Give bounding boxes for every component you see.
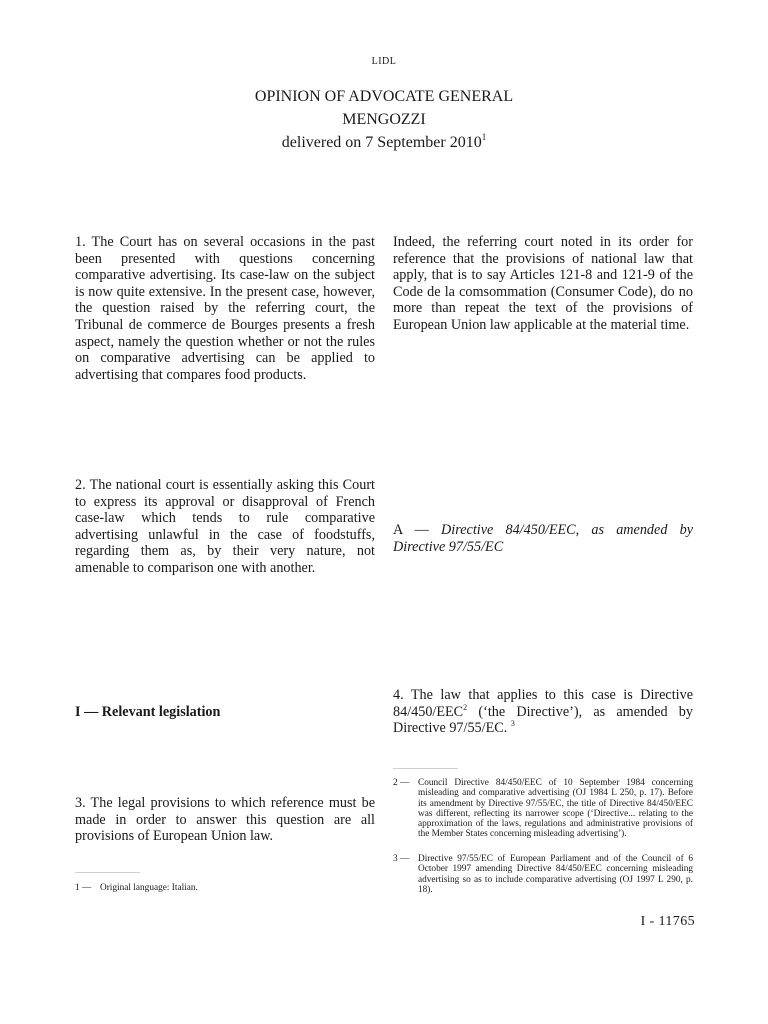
paragraph-4 <box>393 687 693 737</box>
paragraph-4-text-a: 4. The law that applies to this case is Directive 84/450/EEC <box>393 687 693 720</box>
paragraph-3: 3. The legal provisions to which reference must be made in order to answer this question are all provisions of European Union law. <box>75 795 375 845</box>
section-heading-relevant-legislation: I — Relevant legislation <box>75 704 221 720</box>
footnote-ref-1[interactable]: 1 <box>481 132 487 142</box>
subheading-directive <box>393 522 693 555</box>
footnote-divider-left <box>75 872 140 873</box>
footnote-1-number: 1 — <box>75 883 92 893</box>
footnote-1-text: Original language: Italian. <box>100 883 198 893</box>
paragraph-2: 2. The national court is essentially asking this Court to express its approval or disapproval of French case-law which tends to rule comparative advertising unlawful in the case of foodstuffs, regarding them as, by their very nature, not amenable to comparison one with another. <box>75 477 375 576</box>
running-head: LIDL <box>371 56 397 67</box>
footnote-ref-3[interactable]: 3 <box>510 719 515 729</box>
page-number: I - 11765 <box>640 914 695 929</box>
paragraph-4-block <box>393 687 693 737</box>
paragraph-1-block <box>75 234 375 383</box>
opinion-title <box>0 85 768 154</box>
paragraph-4-text-b: (‘the Directive’), as amended by Directive 97/55/EC. <box>393 703 693 737</box>
title-line-1: OPINION OF ADVOCATE GENERAL <box>254 88 514 105</box>
delivery-date: delivered on 7 September 2010 <box>281 134 482 151</box>
paragraph-2-block <box>75 477 375 577</box>
title-line-3 <box>0 131 768 154</box>
footnote-3-number: 3 — <box>393 854 410 864</box>
paragraph-1: 1. The Court has on several occasions in the past been presented with questions concerning comparative advertising. Its case-law on the subject is now quite extensive. In the present case, however, the question raised by the referring court, the Tribunal de commerce de Bourges presents a fresh aspect, namely the question whether or not the rules on comparative advertising can be applied to advertising that compares food products. <box>75 234 375 383</box>
footnote-2-number: 2 — <box>393 778 410 788</box>
subheading-prefix: A — <box>393 522 442 538</box>
footnote-3 <box>393 854 693 895</box>
paragraph-3-block <box>75 795 375 845</box>
paragraph-2-continued-block <box>393 234 693 334</box>
footnote-2-text: Council Directive 84/450/EEC of 10 September 1984 concerning misleading and comparative advertising (OJ 1984 L 250, p. 17). Before its amendment by Directive 97/55/EC, the title of Directive 84/450/EEC was different, reflecting its narrower scope (‘Directive... relating to the approximation of the laws, regulations and administrative provisions of the Member States concerning misleading advertising’). <box>418 778 693 840</box>
footnote-2 <box>393 778 693 840</box>
footnote-3-text: Directive 97/55/EC of European Parliament and of the Council of 6 October 1997 amending Directive 84/450/EEC concerning misleading advertising so as to include comparative advertising (OJ 1997 L 290, p. 18). <box>418 854 693 895</box>
title-line-2: MENGOZZI <box>342 111 426 128</box>
footnote-divider-right <box>393 768 458 769</box>
footnote-1 <box>75 883 375 893</box>
subheading-title: Directive 84/450/EEC, as amended by Directive 97/55/EC <box>393 522 693 555</box>
paragraph-continued: Indeed, the referring court noted in its order for reference that the provisions of national law that apply, that is to say Articles 121-8 and 121-9 of the Code de la comsommation (Consumer Code), do no more than repeat the text of the provisions of European Union law applicable at the material time. <box>393 234 693 333</box>
footnote-ref-2[interactable]: 2 <box>463 702 468 712</box>
